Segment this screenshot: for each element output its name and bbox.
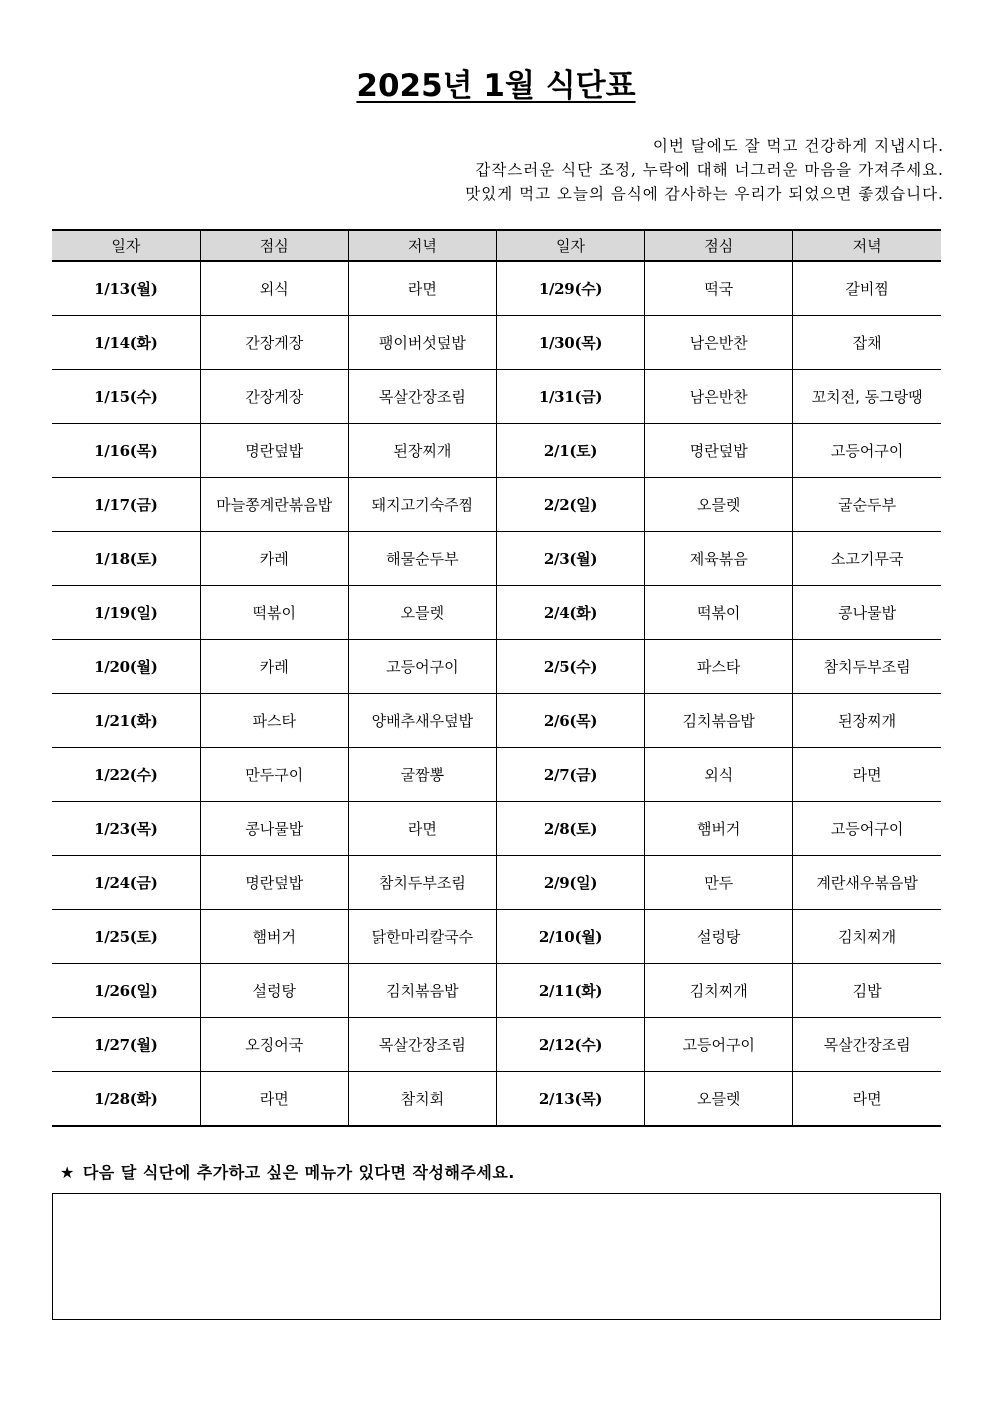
cell-date: 1/26(일) xyxy=(52,964,200,1018)
intro-message xyxy=(304,134,944,206)
cell-dinner: 소고기무국 xyxy=(793,532,941,586)
cell-date: 1/16(목) xyxy=(52,424,200,478)
header-dinner: 저녁 xyxy=(793,230,941,261)
cell-lunch: 만두 xyxy=(645,856,793,910)
table-row xyxy=(52,748,941,802)
cell-date: 1/14(화) xyxy=(52,316,200,370)
cell-dinner: 된장찌개 xyxy=(348,424,496,478)
cell-lunch: 설렁탕 xyxy=(200,964,348,1018)
cell-lunch: 남은반찬 xyxy=(645,316,793,370)
cell-dinner: 참치회 xyxy=(348,1072,496,1127)
table-row xyxy=(52,802,941,856)
cell-date: 1/31(금) xyxy=(496,370,644,424)
cell-lunch: 오믈렛 xyxy=(645,478,793,532)
table-row xyxy=(52,586,941,640)
cell-dinner: 고등어구이 xyxy=(348,640,496,694)
intro-line: 이번 달에도 잘 먹고 건강하게 지냅시다. xyxy=(652,137,944,155)
cell-dinner: 김밥 xyxy=(793,964,941,1018)
cell-dinner: 꼬치전, 동그랑땡 xyxy=(793,370,941,424)
header-date: 일자 xyxy=(52,230,200,261)
cell-dinner: 팽이버섯덮밥 xyxy=(348,316,496,370)
cell-dinner: 굴짬뽕 xyxy=(348,748,496,802)
intro-line: 맛있게 먹고 오늘의 음식에 감사하는 우리가 되었으면 좋겠습니다. xyxy=(465,185,944,203)
cell-lunch: 오징어국 xyxy=(200,1018,348,1072)
cell-dinner: 목살간장조림 xyxy=(348,370,496,424)
cell-date: 1/29(수) xyxy=(496,261,644,316)
table-row xyxy=(52,1018,941,1072)
suggestion-input-box[interactable] xyxy=(52,1193,941,1320)
cell-date: 2/1(토) xyxy=(496,424,644,478)
cell-date: 2/8(토) xyxy=(496,802,644,856)
cell-lunch: 명란덮밥 xyxy=(200,856,348,910)
cell-dinner: 김치찌개 xyxy=(793,910,941,964)
cell-dinner: 목살간장조림 xyxy=(348,1018,496,1072)
table-row xyxy=(52,856,941,910)
cell-date: 1/25(토) xyxy=(52,910,200,964)
cell-lunch: 남은반찬 xyxy=(645,370,793,424)
cell-dinner: 김치볶음밥 xyxy=(348,964,496,1018)
table-body xyxy=(52,261,941,1126)
cell-date: 1/18(토) xyxy=(52,532,200,586)
cell-date: 1/17(금) xyxy=(52,478,200,532)
table-row xyxy=(52,316,941,370)
header-lunch: 점심 xyxy=(200,230,348,261)
cell-date: 2/5(수) xyxy=(496,640,644,694)
suggestion-notice-text: 다음 달 식단에 추가하고 싶은 메뉴가 있다면 작성해주세요. xyxy=(82,1163,515,1182)
cell-dinner: 굴순두부 xyxy=(793,478,941,532)
cell-dinner: 라면 xyxy=(348,802,496,856)
cell-date: 2/12(수) xyxy=(496,1018,644,1072)
cell-dinner: 콩나물밥 xyxy=(793,586,941,640)
cell-dinner: 라면 xyxy=(793,748,941,802)
table-row xyxy=(52,694,941,748)
cell-dinner: 갈비찜 xyxy=(793,261,941,316)
header-dinner: 저녁 xyxy=(348,230,496,261)
cell-date: 1/22(수) xyxy=(52,748,200,802)
cell-lunch: 마늘쫑계란볶음밥 xyxy=(200,478,348,532)
cell-date: 1/30(목) xyxy=(496,316,644,370)
table-row xyxy=(52,532,941,586)
cell-lunch: 떡볶이 xyxy=(200,586,348,640)
cell-lunch: 외식 xyxy=(200,261,348,316)
table-row xyxy=(52,910,941,964)
cell-lunch: 제육볶음 xyxy=(645,532,793,586)
cell-date: 2/2(일) xyxy=(496,478,644,532)
table-row xyxy=(52,478,941,532)
cell-dinner: 오믈렛 xyxy=(348,586,496,640)
cell-date: 2/13(목) xyxy=(496,1072,644,1127)
table-header-row xyxy=(52,230,941,261)
intro-line: 갑작스러운 식단 조정, 누락에 대해 너그러운 마음을 가져주세요. xyxy=(475,161,944,179)
table-row xyxy=(52,370,941,424)
cell-date: 2/11(화) xyxy=(496,964,644,1018)
cell-dinner: 고등어구이 xyxy=(793,424,941,478)
cell-date: 2/7(금) xyxy=(496,748,644,802)
cell-lunch: 콩나물밥 xyxy=(200,802,348,856)
cell-dinner: 잡채 xyxy=(793,316,941,370)
cell-lunch: 햄버거 xyxy=(200,910,348,964)
cell-date: 1/15(수) xyxy=(52,370,200,424)
header-lunch: 점심 xyxy=(645,230,793,261)
cell-lunch: 카레 xyxy=(200,532,348,586)
cell-lunch: 김치볶음밥 xyxy=(645,694,793,748)
cell-lunch: 명란덮밥 xyxy=(645,424,793,478)
cell-lunch: 파스타 xyxy=(200,694,348,748)
cell-date: 2/10(월) xyxy=(496,910,644,964)
page-title-text: 2025년 1월 식단표 xyxy=(356,68,636,104)
cell-lunch: 떡국 xyxy=(645,261,793,316)
cell-dinner: 닭한마리칼국수 xyxy=(348,910,496,964)
cell-dinner: 양배추새우덮밥 xyxy=(348,694,496,748)
cell-lunch: 명란덮밥 xyxy=(200,424,348,478)
cell-date: 2/4(화) xyxy=(496,586,644,640)
page-title xyxy=(0,62,992,110)
cell-date: 1/21(화) xyxy=(52,694,200,748)
cell-date: 1/20(월) xyxy=(52,640,200,694)
cell-dinner: 계란새우볶음밥 xyxy=(793,856,941,910)
header-date: 일자 xyxy=(496,230,644,261)
star-icon: ★ xyxy=(60,1163,75,1182)
cell-lunch: 김치찌개 xyxy=(645,964,793,1018)
cell-lunch: 떡볶이 xyxy=(645,586,793,640)
cell-lunch: 라면 xyxy=(200,1072,348,1127)
cell-lunch: 외식 xyxy=(645,748,793,802)
cell-lunch: 간장게장 xyxy=(200,370,348,424)
cell-dinner: 라면 xyxy=(793,1072,941,1127)
cell-lunch: 오믈렛 xyxy=(645,1072,793,1127)
meal-plan-table xyxy=(52,229,941,1127)
table-row xyxy=(52,964,941,1018)
cell-dinner: 고등어구이 xyxy=(793,802,941,856)
cell-date: 1/19(일) xyxy=(52,586,200,640)
cell-lunch: 햄버거 xyxy=(645,802,793,856)
cell-date: 1/27(월) xyxy=(52,1018,200,1072)
table-row xyxy=(52,261,941,316)
cell-date: 1/24(금) xyxy=(52,856,200,910)
cell-dinner: 된장찌개 xyxy=(793,694,941,748)
table-row xyxy=(52,1072,941,1127)
table-row xyxy=(52,424,941,478)
cell-lunch: 카레 xyxy=(200,640,348,694)
cell-lunch: 만두구이 xyxy=(200,748,348,802)
cell-lunch: 설렁탕 xyxy=(645,910,793,964)
cell-lunch: 파스타 xyxy=(645,640,793,694)
cell-dinner: 참치두부조림 xyxy=(793,640,941,694)
cell-dinner: 목살간장조림 xyxy=(793,1018,941,1072)
cell-lunch: 간장게장 xyxy=(200,316,348,370)
cell-dinner: 돼지고기숙주찜 xyxy=(348,478,496,532)
suggestion-notice xyxy=(60,1160,515,1186)
cell-date: 2/9(일) xyxy=(496,856,644,910)
cell-lunch: 고등어구이 xyxy=(645,1018,793,1072)
cell-date: 1/23(목) xyxy=(52,802,200,856)
table-row xyxy=(52,640,941,694)
cell-dinner: 참치두부조림 xyxy=(348,856,496,910)
cell-date: 1/13(월) xyxy=(52,261,200,316)
cell-date: 2/6(목) xyxy=(496,694,644,748)
cell-dinner: 해물순두부 xyxy=(348,532,496,586)
cell-date: 2/3(월) xyxy=(496,532,644,586)
cell-date: 1/28(화) xyxy=(52,1072,200,1127)
cell-dinner: 라면 xyxy=(348,261,496,316)
